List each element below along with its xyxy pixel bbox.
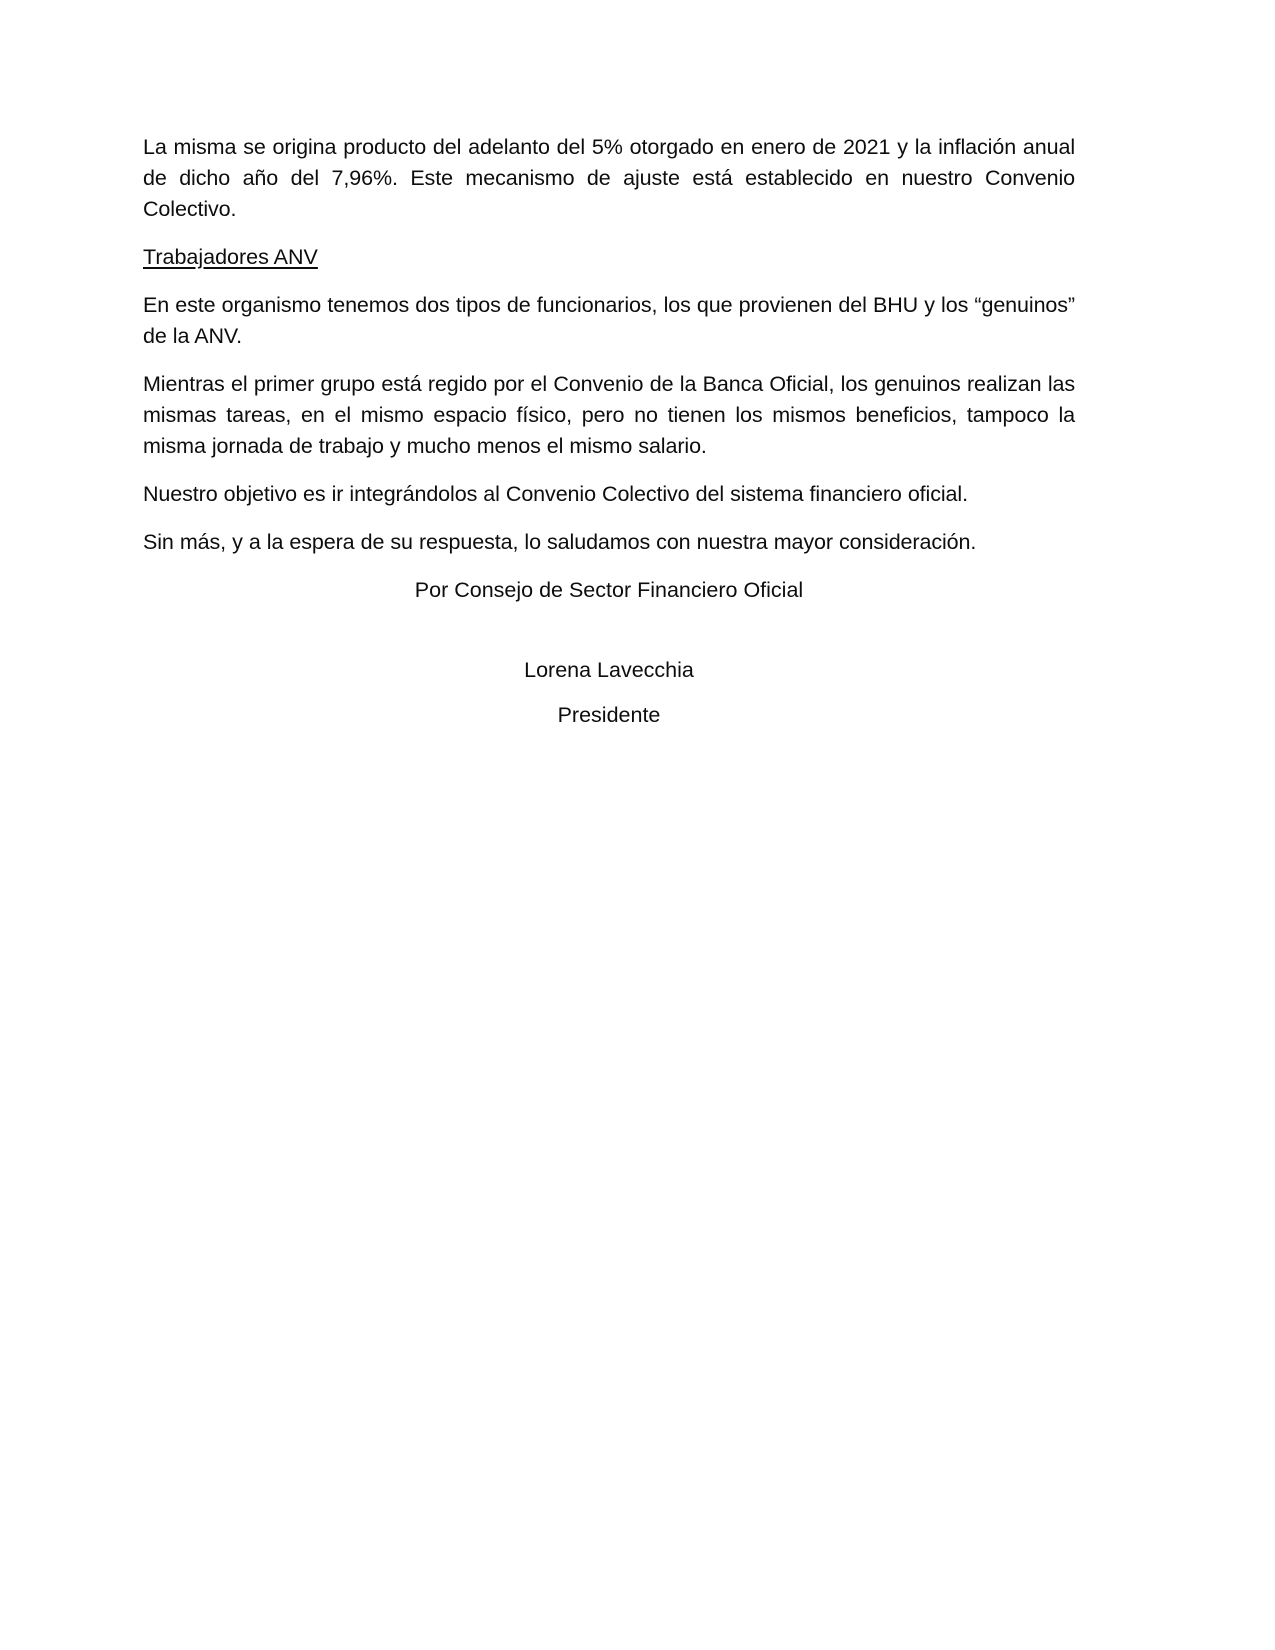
document-body (143, 132, 1075, 606)
paragraph-anv-compare: Mientras el primer grupo está regido por el Convenio de la Banca Oficial, los genuinos realizan las mismas tareas, en el mismo espacio físico, pero no tienen los mismos beneficios, tampoco la misma jornada de trabajo y mucho menos el mismo salario. (143, 372, 1075, 458)
paragraph-intro: La misma se origina producto del adelanto del 5% otorgado en enero de 2021 y la inflación anual de dicho año del 7,96%. Este mecanismo de ajuste está establecido en nuestro Convenio Colectivo. (143, 135, 1075, 221)
paragraph-despedida: Sin más, y a la espera de su respuesta, lo saludamos con nuestra mayor consideración. (143, 530, 977, 554)
signature-block (143, 655, 1075, 731)
signature-name: Lorena Lavecchia (524, 658, 694, 682)
closing-line: Por Consejo de Sector Financiero Oficial (414, 578, 804, 602)
section-heading-trabajadores-anv (143, 242, 1075, 273)
paragraph-anv-intro: En este organismo tenemos dos tipos de funcionarios, los que provienen del BHU y los “genuinos” de la ANV. (143, 293, 1075, 348)
paragraph-objetivo: Nuestro objetivo es ir integrándolos al Convenio Colectivo del sistema financiero oficial. (143, 482, 968, 506)
section-heading-text: Trabajadores ANV (143, 245, 318, 269)
signature-role: Presidente (557, 703, 661, 727)
